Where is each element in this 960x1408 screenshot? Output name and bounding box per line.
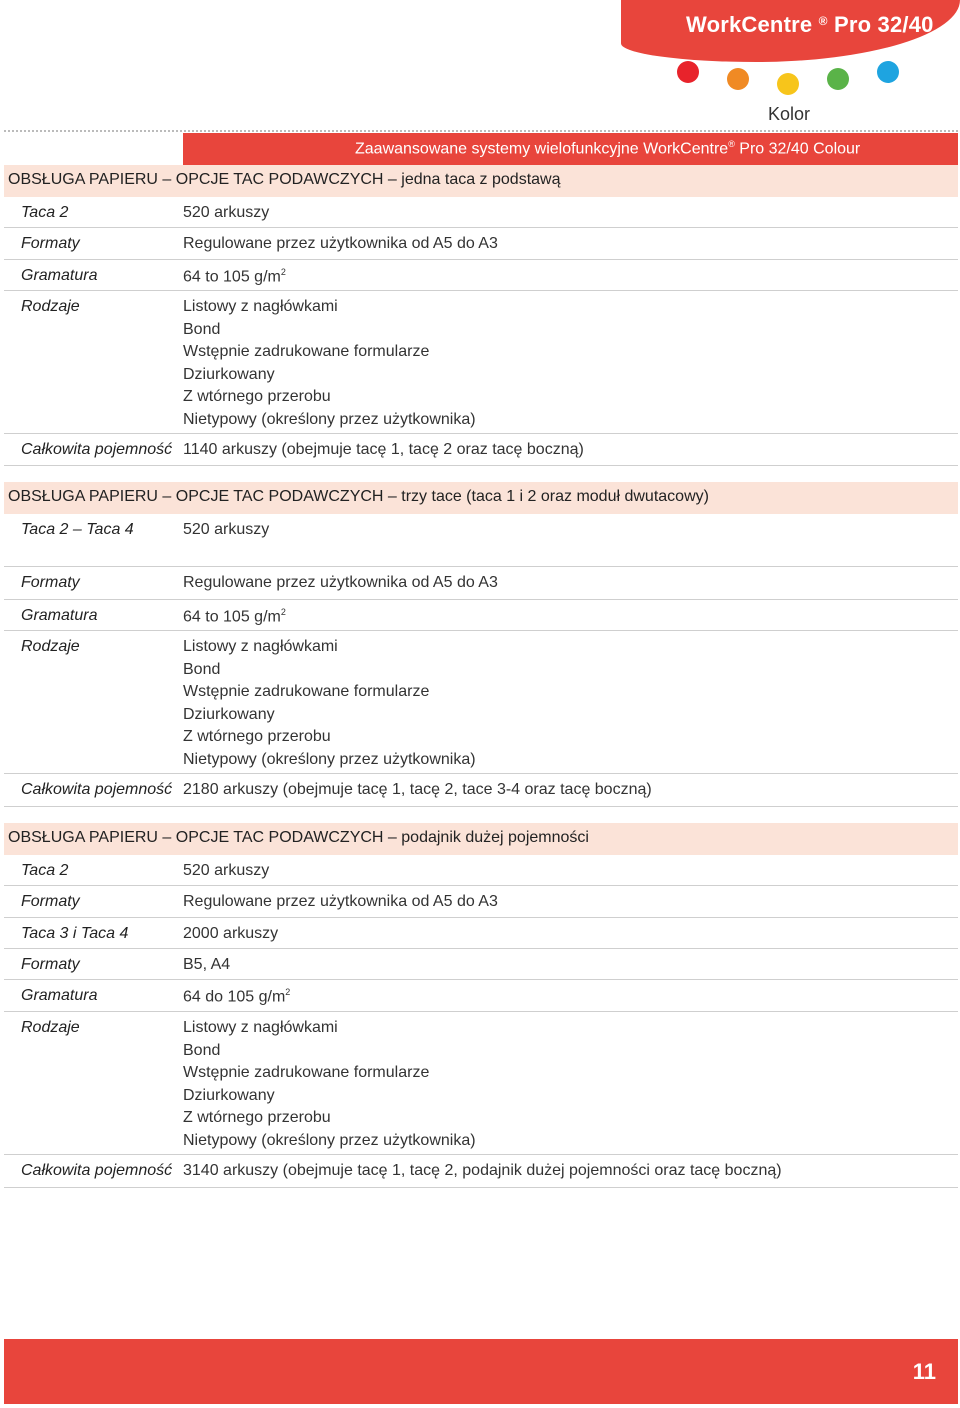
color-dot-green: [827, 68, 849, 90]
spec-value: Regulowane przez użytkownika od A5 do A3: [183, 574, 498, 591]
dotted-divider: [4, 130, 958, 132]
spec-row: [4, 197, 958, 228]
spec-value: B5, A4: [183, 956, 231, 973]
spec-row: [4, 228, 958, 260]
spec-row: [4, 855, 958, 886]
spec-row: [4, 514, 958, 567]
paper-type: Wstępnie zadrukowane formularze: [183, 1064, 430, 1082]
paper-type: Bond: [183, 1041, 221, 1059]
spec-row: [4, 949, 958, 980]
spec-label: Taca 2 – Taca 4: [21, 521, 134, 538]
paper-type: Bond: [183, 660, 221, 678]
paper-type: Nietypowy (określony przez użytkownika): [183, 410, 476, 428]
paper-type: Nietypowy (określony przez użytkownika): [183, 750, 476, 768]
paper-type: Wstępnie zadrukowane formularze: [183, 343, 430, 361]
spec-label: Gramatura: [21, 267, 98, 284]
spec-value: 64 to 105 $g/m^2$: [183, 267, 286, 286]
spec-value: Regulowane przez użytkownika od A5 do A3: [183, 235, 498, 252]
paper-type: Dziurkowany: [183, 705, 275, 723]
section-title: OBSŁUGA PAPIERU – OPCJE TAC PODAWCZYCH – podajnik dużej pojemności: [4, 823, 958, 855]
paper-type: Wstępnie zadrukowane formularze: [183, 683, 430, 701]
spec-value: 520 arkuszy: [183, 521, 270, 538]
paper-type: Z wtórnego przerobu: [183, 388, 331, 406]
spec-value: 520 arkuszy: [183, 862, 270, 879]
spec-value-list: [183, 296, 476, 432]
spec-row: [4, 567, 958, 600]
spec-label: Rodzaje: [21, 638, 80, 655]
spec-value: 64 do 105 $g/m^2$: [183, 987, 291, 1006]
spec-label: Taca 2: [21, 862, 69, 879]
spec-label: Formaty: [21, 893, 80, 910]
spec-label: Formaty: [21, 235, 80, 252]
spec-row: [4, 600, 958, 631]
spec-row: [4, 774, 958, 807]
spec-row: [4, 291, 958, 434]
spec-row: [4, 980, 958, 1012]
spec-label: Gramatura: [21, 987, 98, 1004]
paper-type: Listowy z nagłówkami: [183, 1019, 338, 1036]
paper-type: Z wtórnego przerobu: [183, 1109, 331, 1127]
spec-row: [4, 1155, 958, 1188]
spec-label: Całkowita pojemność: [21, 441, 173, 458]
section-title: OBSŁUGA PAPIERU – OPCJE TAC PODAWCZYCH – jedna taca z podstawą: [4, 165, 958, 197]
spec-label: Formaty: [21, 956, 80, 973]
spec-value: 64 to 105 $g/m^2$: [183, 607, 286, 626]
spec-label: Gramatura: [21, 607, 98, 624]
color-dot-orange: [727, 68, 749, 90]
footer-bar: [4, 1339, 958, 1404]
spec-row: [4, 434, 958, 466]
spec-row: [4, 631, 958, 774]
paper-type: Listowy z nagłówkami: [183, 638, 338, 655]
spec-label: Rodzaje: [21, 298, 80, 315]
spec-label: Całkowita pojemność: [21, 781, 173, 798]
spec-row: [4, 918, 958, 949]
spec-label: Rodzaje: [21, 1019, 80, 1036]
color-dot-blue: [877, 61, 899, 83]
spec-value: 3140 arkuszy (obejmuje tacę 1, tacę 2, podajnik dużej pojemności oraz tacę boczną): [183, 1162, 782, 1179]
paper-type: Z wtórnego przerobu: [183, 728, 331, 746]
spec-row: [4, 886, 958, 918]
paper-type: Nietypowy (określony przez użytkownika): [183, 1131, 476, 1149]
section-title: OBSŁUGA PAPIERU – OPCJE TAC PODAWCZYCH – trzy tace (taca 1 i 2 oraz moduł dwutacowy): [4, 482, 958, 514]
spec-value: 2180 arkuszy (obejmuje tacę 1, tacę 2, tace 3-4 oraz tacę boczną): [183, 781, 652, 798]
spec-label: Całkowita pojemność: [21, 1162, 173, 1179]
spec-label: Taca 3 i Taca 4: [21, 925, 129, 942]
page-number: 11: [912, 1359, 936, 1384]
spec-row: [4, 1012, 958, 1155]
spec-value: Regulowane przez użytkownika od A5 do A3: [183, 893, 498, 910]
spec-value: 2000 arkuszy: [183, 925, 279, 942]
kolor-label: Kolor: [768, 104, 811, 124]
spec-row: [4, 260, 958, 291]
paper-type: Dziurkowany: [183, 1086, 275, 1104]
spec-label: Taca 2: [21, 204, 69, 221]
column-header-title: Zaawansowane systemy wielofunkcyjne WorkCentre® Pro 32/40 Colour: [355, 139, 861, 158]
spec-value-list: [183, 636, 476, 772]
product-title: WorkCentre ® Pro 32/40: [686, 12, 934, 37]
spec-label: Formaty: [21, 574, 80, 591]
paper-type: Bond: [183, 320, 221, 338]
spec-value-list: [183, 1017, 476, 1153]
spec-value: 1140 arkuszy (obejmuje tacę 1, tacę 2 oraz tacę boczną): [183, 441, 584, 458]
color-dot-yellow: [777, 73, 799, 95]
paper-type: Dziurkowany: [183, 365, 275, 383]
spec-value: 520 arkuszy: [183, 204, 270, 221]
color-dot-red: [677, 61, 699, 83]
paper-type: Listowy z nagłówkami: [183, 298, 338, 315]
